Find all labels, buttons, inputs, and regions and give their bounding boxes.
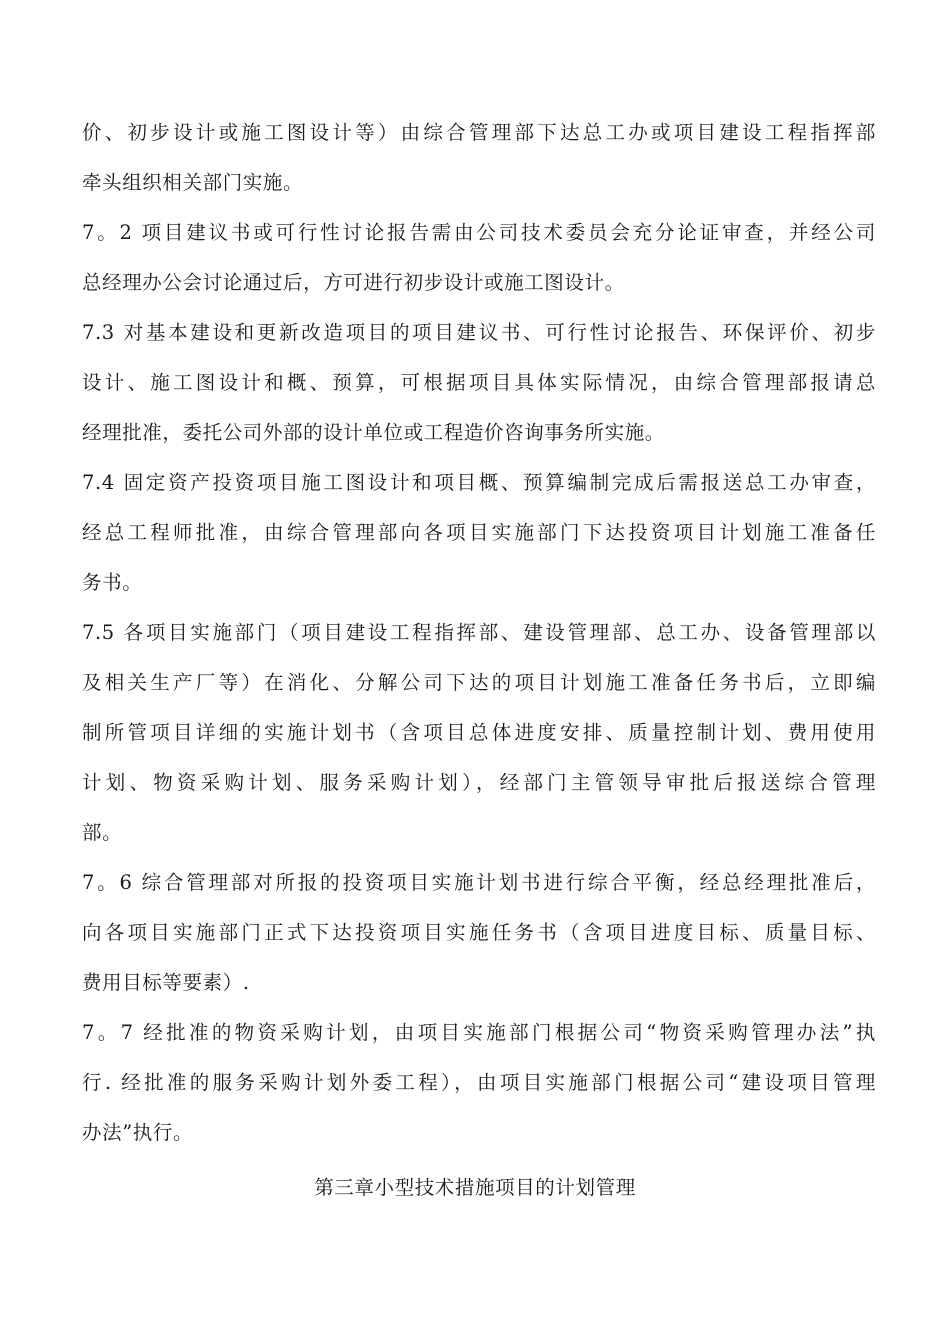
text-line: 向各项目实施部门正式下达投资项目实施任务书（含项目进度目标、质量目标、 (82, 921, 876, 944)
text-line: 7。6 综合管理部对所报的投资项目实施计划书进行综合平衡，经总经理批准后， (82, 871, 876, 894)
text-line: 7。2 项目建议书或可行性讨论报告需由公司技术委员会充分论证审查，并经公司 (82, 221, 876, 244)
paragraph-7-5 (82, 608, 876, 858)
text-line: 设计、施工图设计和概、预算，可根据项目具体实际情况，由综合管理部报请总 (82, 371, 876, 394)
text-line: 7.5 各项目实施部门（项目建设工程指挥部、建设管理部、总工办、设备管理部以 (82, 621, 876, 644)
text-line: 及相关生产厂等）在消化、分解公司下达的项目计划施工准备任务书后，立即编 (82, 671, 876, 694)
text-line: 经总工程师批准，由综合管理部向各项目实施部门下达投资项目计划施工准备任 (82, 521, 876, 544)
paragraph-7-3 (82, 308, 876, 458)
paragraph-7-4 (82, 458, 876, 608)
text-line: 部。 (82, 821, 123, 844)
text-line: 行. 经批准的服务采购计划外委工程），由项目实施部门根据公司“建设项目管理 (82, 1071, 876, 1094)
text-line: 价、初步设计或施工图设计等）由综合管理部下达总工办或项目建设工程指挥部 (82, 121, 876, 144)
text-line: 费用目标等要素）. (82, 971, 250, 994)
text-line: 7。7 经批准的物资采购计划，由项目实施部门根据公司“物资采购管理办法”执 (82, 1021, 876, 1044)
paragraph-7-2 (82, 208, 876, 308)
text-line: 总经理办公会讨论通过后，方可进行初步设计或施工图设计。 (82, 271, 625, 294)
text-line: 计划、物资采购计划、服务采购计划），经部门主管领导审批后报送综合管理 (82, 771, 876, 794)
text-line: 7.4 固定资产投资项目施工图设计和项目概、预算编制完成后需报送总工办审查， (82, 471, 876, 494)
text-line: 务书。 (82, 571, 143, 594)
text-line: 牵头组织相关部门实施。 (82, 171, 304, 194)
chapter-heading: 第三章小型技术措施项目的计划管理 (314, 1176, 636, 1199)
text-line: 办法”执行。 (82, 1121, 194, 1144)
text-line: 制所管项目详细的实施计划书（含项目总体进度安排、质量控制计划、费用使用 (82, 721, 876, 744)
text-line: 经理批准，委托公司外部的设计单位或工程造价咨询事务所实施。 (82, 421, 665, 444)
paragraph-7-7 (82, 1008, 876, 1158)
paragraph-7-6 (82, 858, 876, 1008)
text-line: 7.3 对基本建设和更新改造项目的项目建议书、可行性讨论报告、环保评价、初步 (82, 321, 876, 344)
paragraph-7-1-continued (82, 108, 876, 208)
